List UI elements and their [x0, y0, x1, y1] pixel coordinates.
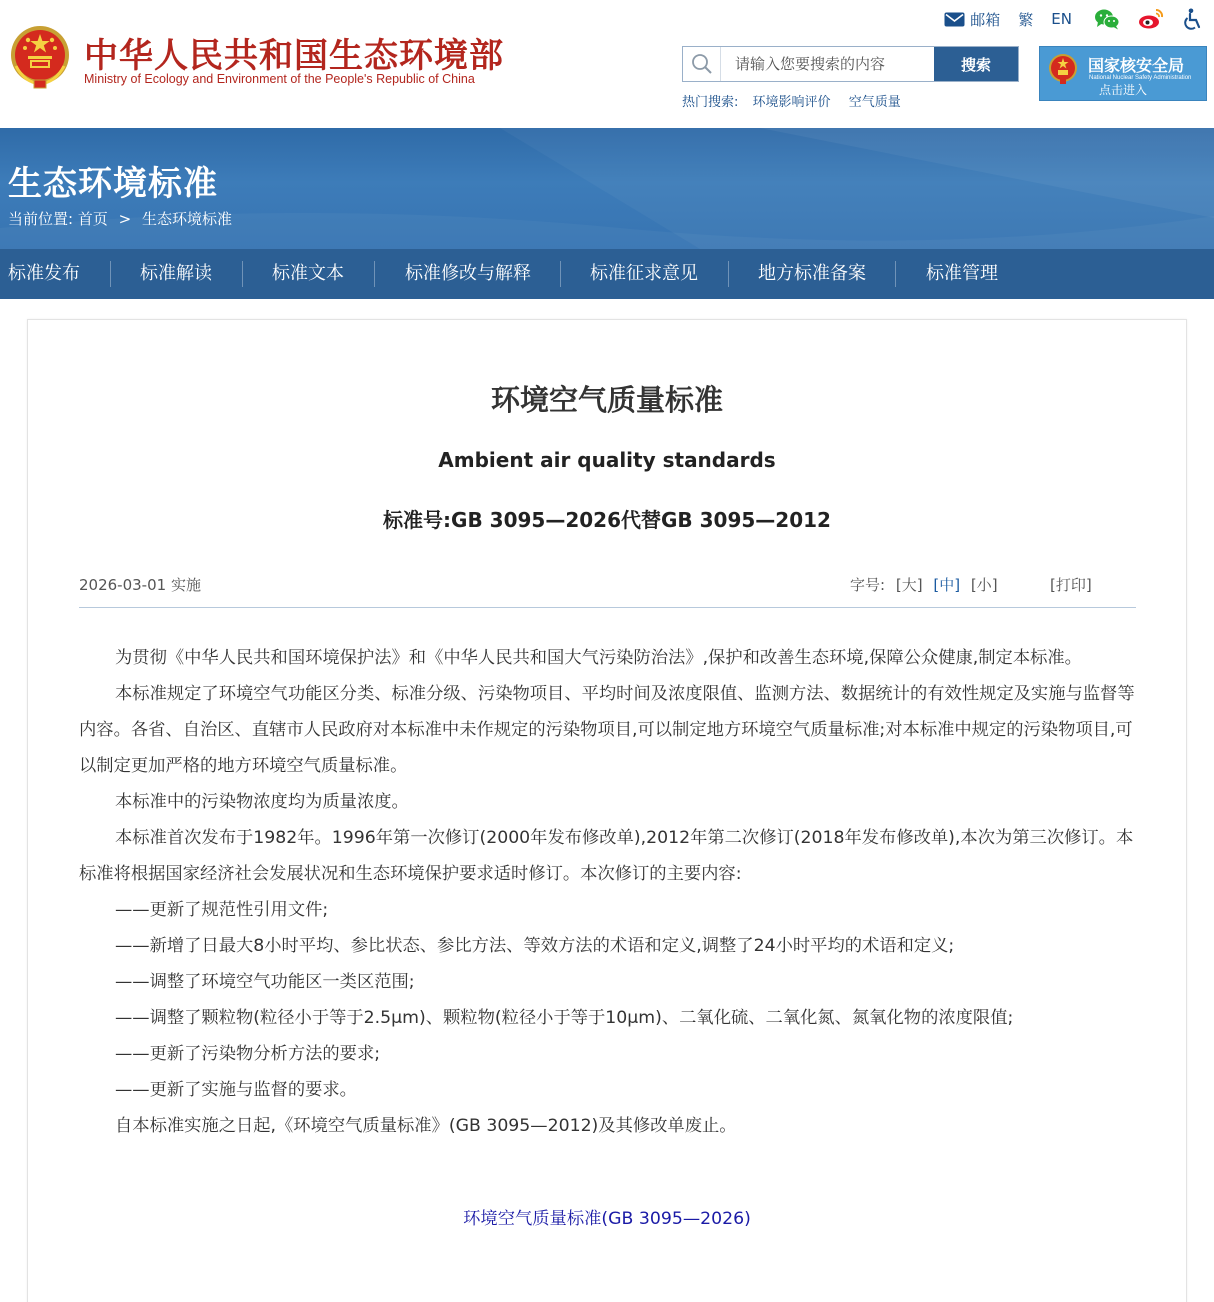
hot-search — [682, 91, 915, 110]
breadcrumb — [8, 208, 232, 229]
standard-number: 标准号:GB 3095—2026代替GB 3095—2012 — [383, 508, 831, 532]
article-body — [79, 640, 1139, 1144]
article-container — [27, 319, 1187, 1302]
nav-item-public-comment[interactable]: 标准征求意见 — [590, 263, 698, 284]
revision-item: ——新增了日最大8小时平均、参比状态、参比方法、等效方法的术语和定义,调整了24小时平均的术语和定义; — [115, 936, 955, 956]
nav-separator — [560, 261, 561, 287]
nav-item-local-standard-filing[interactable]: 地方标准备案 — [758, 263, 866, 284]
wechat-icon — [1094, 8, 1120, 30]
traditional-chinese-label: 繁 — [1018, 10, 1034, 29]
font-size-label: 字号: — [850, 576, 886, 594]
nnsa-name-en: National Nuclear Safety Administration — [1089, 75, 1192, 81]
nav-separator — [110, 261, 111, 287]
breadcrumb-current[interactable]: 生态环境标准 — [142, 210, 233, 228]
nav-item-standard-management[interactable]: 标准管理 — [926, 263, 998, 284]
wechat-link[interactable] — [1094, 8, 1120, 30]
national-emblem-icon[interactable] — [8, 24, 72, 90]
english-link[interactable] — [1051, 10, 1072, 28]
font-size-small-button[interactable]: [小] — [970, 576, 998, 594]
weibo-link[interactable] — [1138, 8, 1164, 30]
site-title[interactable]: 中华人民共和国生态环境部 — [84, 36, 504, 76]
print-button[interactable]: [打印] — [1050, 576, 1092, 594]
revision-item: ——调整了颗粒物(粒径小于等于2.5μm)、颗粒物(粒径小于等于10μm)、二氧化硫、二氧化氮、氮氧化物的浓度限值; — [115, 1008, 1014, 1028]
attachment-link[interactable]: 环境空气质量标准(GB 3095—2026) — [463, 1209, 751, 1229]
effective-date: 2026-03-01 实施 — [79, 576, 201, 594]
accessibility-icon — [1182, 8, 1202, 30]
nav-separator — [374, 261, 375, 287]
breadcrumb-home[interactable]: 首页 — [77, 210, 108, 228]
revision-item: ——更新了实施与监督的要求。 — [115, 1080, 357, 1100]
body-paragraph: 为贯彻《中华人民共和国环境保护法》和《中华人民共和国大气污染防治法》,保护和改善生态环境,保障公众健康,制定本标准。 — [115, 648, 1082, 668]
english-label: EN — [1051, 10, 1072, 28]
main-nav — [0, 249, 1214, 299]
breadcrumb-label: 当前位置: — [8, 210, 74, 228]
revision-item: ——调整了环境空气功能区一类区范围; — [115, 972, 415, 992]
section-title: 生态环境标准 — [8, 164, 218, 204]
nav-item-standard-release[interactable]: 标准发布 — [8, 263, 80, 284]
nav-item-standard-interpretation[interactable]: 标准解读 — [140, 263, 212, 284]
breadcrumb-separator: > — [118, 210, 132, 228]
nnsa-banner[interactable] — [1039, 46, 1207, 101]
mail-label: 邮箱 — [970, 10, 1001, 29]
mail-icon — [944, 12, 965, 27]
revision-item: ——更新了规范性引用文件; — [115, 900, 329, 920]
nav-item-standard-revision[interactable]: 标准修改与解释 — [405, 263, 531, 284]
search-input[interactable] — [721, 47, 934, 81]
search-icon-wrap — [683, 47, 721, 81]
font-size-large-button[interactable]: [大] — [895, 576, 923, 594]
weibo-icon — [1138, 8, 1164, 30]
search-button[interactable]: 搜索 — [934, 47, 1018, 81]
article-title: 环境空气质量标准 — [490, 383, 723, 417]
revision-item: ——更新了污染物分析方法的要求; — [115, 1044, 381, 1064]
nav-separator — [895, 261, 896, 287]
nav-item-standard-text[interactable]: 标准文本 — [272, 263, 344, 284]
hot-search-item[interactable]: 空气质量 — [848, 95, 901, 110]
article-meta — [79, 572, 1136, 608]
body-paragraph: 本标准首次发布于1982年。1996年第一次修订(2000年发布修改单),2012年第二次修订(2018年发布修改单),本次为第三次修订。本标准将根据国家经济社会发展状况和生态环境保护要求适时修订。本次修订的主要内容: — [79, 828, 1134, 884]
nnsa-name: 国家核安全局 — [1088, 56, 1185, 75]
nnsa-enter-label: 点击进入 — [1098, 83, 1147, 97]
mail-link[interactable] — [944, 9, 1000, 30]
body-paragraph: 自本标准实施之日起,《环境空气质量标准》(GB 3095—2012)及其修改单废止。 — [115, 1116, 737, 1136]
article-title-en: Ambient air quality standards — [438, 448, 776, 472]
nav-separator — [728, 261, 729, 287]
top-links — [944, 6, 1202, 32]
hot-search-label: 热门搜索: — [682, 95, 739, 110]
traditional-chinese-link[interactable] — [1018, 9, 1033, 30]
section-banner — [0, 128, 1214, 249]
search-icon — [691, 53, 713, 75]
accessibility-link[interactable] — [1182, 8, 1202, 30]
site-subtitle-en: Ministry of Ecology and Environment of the People's Republic of China — [84, 72, 475, 86]
nav-separator — [242, 261, 243, 287]
body-paragraph: 本标准规定了环境空气功能区分类、标准分级、污染物项目、平均时间及浓度限值、监测方法、数据统计的有效性规定及实施与监督等内容。各省、自治区、直辖市人民政府对本标准中未作规定的污染物项目,可以制定地方环境空气质量标准;对本标准中规定的污染物项目,可以制定更加严格的地方环境空气质量标准。 — [79, 684, 1135, 776]
font-size-control — [850, 574, 998, 595]
top-header — [0, 0, 1214, 128]
font-size-medium-button[interactable]: [中] — [933, 576, 961, 594]
hot-search-item[interactable]: 环境影响评价 — [752, 95, 831, 110]
body-paragraph: 本标准中的污染物浓度均为质量浓度。 — [115, 792, 409, 812]
search-box — [682, 46, 1019, 82]
